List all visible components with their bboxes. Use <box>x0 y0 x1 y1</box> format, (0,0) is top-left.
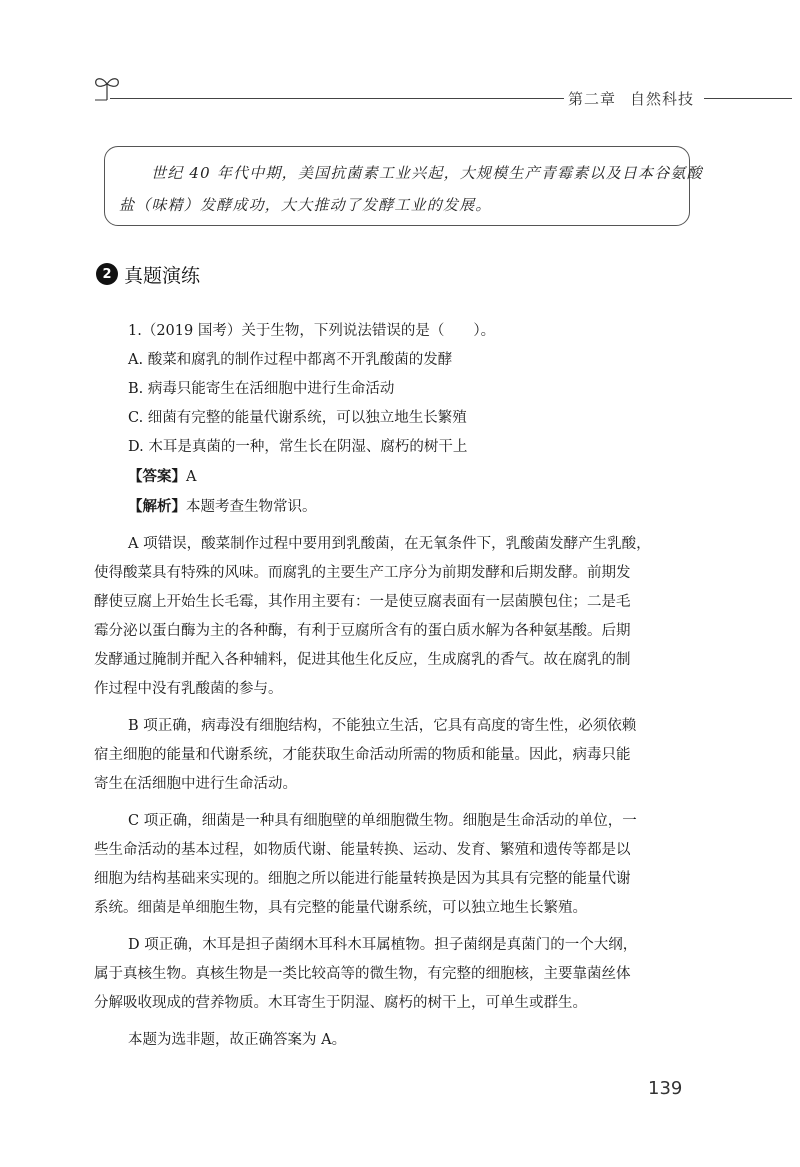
answer-value: A <box>186 469 197 485</box>
paragraph-line: 属于真核生物。真核生物是一类比较高等的微生物，有完整的细胞核，主要靠菌丝体 <box>94 966 631 982</box>
question-stem: 1.（2019 国考）关于生物，下列说法错误的是（ ）。 <box>128 323 496 339</box>
running-header <box>92 72 792 112</box>
note-line: 世纪 40 年代中期，美国抗菌素工业兴起，大规模生产青霉素以及日本谷氨酸 <box>151 164 703 182</box>
header-chapter: 第二章 <box>568 90 617 108</box>
analysis-intro: 本题考查生物常识。 <box>186 499 317 515</box>
paragraph-d <box>94 931 690 1018</box>
option-b: B. 病毒只能寄生在活细胞中进行生命活动 <box>128 381 395 397</box>
paragraph-b <box>94 712 690 799</box>
answer-line <box>94 462 690 492</box>
header-section: 自然科技 <box>630 90 695 108</box>
section-title: 真题演练 <box>124 264 201 287</box>
page-number: 139 <box>648 1078 683 1099</box>
header-chapter-text <box>564 88 722 109</box>
option-a: A. 酸菜和腐乳的制作过程中都离不开乳酸菌的发酵 <box>128 352 453 368</box>
option-d: D. 木耳是真菌的一种，常生长在阴湿、腐朽的树干上 <box>128 439 468 455</box>
paragraph-line: 宿主细胞的能量和代谢系统，才能获取生命活动所需的物质和能量。因此，病毒只能 <box>94 747 631 763</box>
note-box <box>104 146 703 226</box>
note-line: 盐（味精）发酵成功，大大推动了发酵工业的发展。 <box>119 196 492 214</box>
answer-label: 【答案】 <box>128 468 186 485</box>
option-c: C. 细菌有完整的能量代谢系统，可以独立地生长繁殖 <box>128 410 467 426</box>
paragraph-line: D 项正确，木耳是担子菌纲木耳科木耳属植物。担子菌纲是真菌门的一个大纲， <box>128 937 638 953</box>
paragraph-line: 系统。细菌是单细胞生物，具有完整的能量代谢系统，可以独立地生长繁殖。 <box>94 900 587 916</box>
paragraph-line: C 项正确，细菌是一种具有细胞壁的单细胞微生物。细胞是生命活动的单位，一 <box>128 813 637 829</box>
paragraph-line: 发酵通过腌制并配入各种辅料，促进其他生化反应，生成腐乳的香气。故在腐乳的制 <box>94 652 631 668</box>
paragraph-a <box>94 530 690 704</box>
analysis-label: 【解析】 <box>128 498 186 515</box>
paragraph-line: 本题为选非题，故正确答案为 A。 <box>128 1032 347 1048</box>
paragraph-line: 细胞为结构基础来实现的。细胞之所以能进行能量转换是因为其具有完整的能量代谢 <box>94 871 631 887</box>
paragraph-line: 霉分泌以蛋白酶为主的各种酶，有利于豆腐所含有的蛋白质水解为各种氨基酸。后期 <box>94 623 631 639</box>
question-body <box>94 317 690 1055</box>
paragraph-line: 使得酸菜具有特殊的风味。而腐乳的主要生产工序分为前期发酵和后期发酵。前期发 <box>94 565 631 581</box>
section-number-icon: 2 <box>96 263 118 285</box>
paragraph-line: 分解吸收现成的营养物质。木耳寄生于阴湿、腐朽的树干上，可单生或群生。 <box>94 995 587 1011</box>
analysis-line <box>94 492 690 522</box>
paragraph-line: B 项正确，病毒没有细胞结构，不能独立生活，它具有高度的寄生性，必须依赖 <box>128 718 637 734</box>
section-heading <box>96 260 200 288</box>
paragraph-line: 作过程中没有乳酸菌的参与。 <box>94 681 283 697</box>
paragraph-line: 酵使豆腐上开始生长毛霉，其作用主要有：一是使豆腐表面有一层菌膜包住；二是毛 <box>94 594 631 610</box>
header-rule-left <box>110 98 640 99</box>
paragraph-conclusion <box>94 1026 690 1055</box>
paragraph-line: 些生命活动的基本过程，如物质代谢、能量转换、运动、发育、繁殖和遗传等都是以 <box>94 842 631 858</box>
paragraph-c <box>94 807 690 923</box>
header-rule-right <box>704 98 792 99</box>
paragraph-line: A 项错误，酸菜制作过程中要用到乳酸菌，在无氧条件下，乳酸菌发酵产生乳酸， <box>128 536 651 552</box>
paragraph-line: 寄生在活细胞中进行生命活动。 <box>94 776 297 792</box>
